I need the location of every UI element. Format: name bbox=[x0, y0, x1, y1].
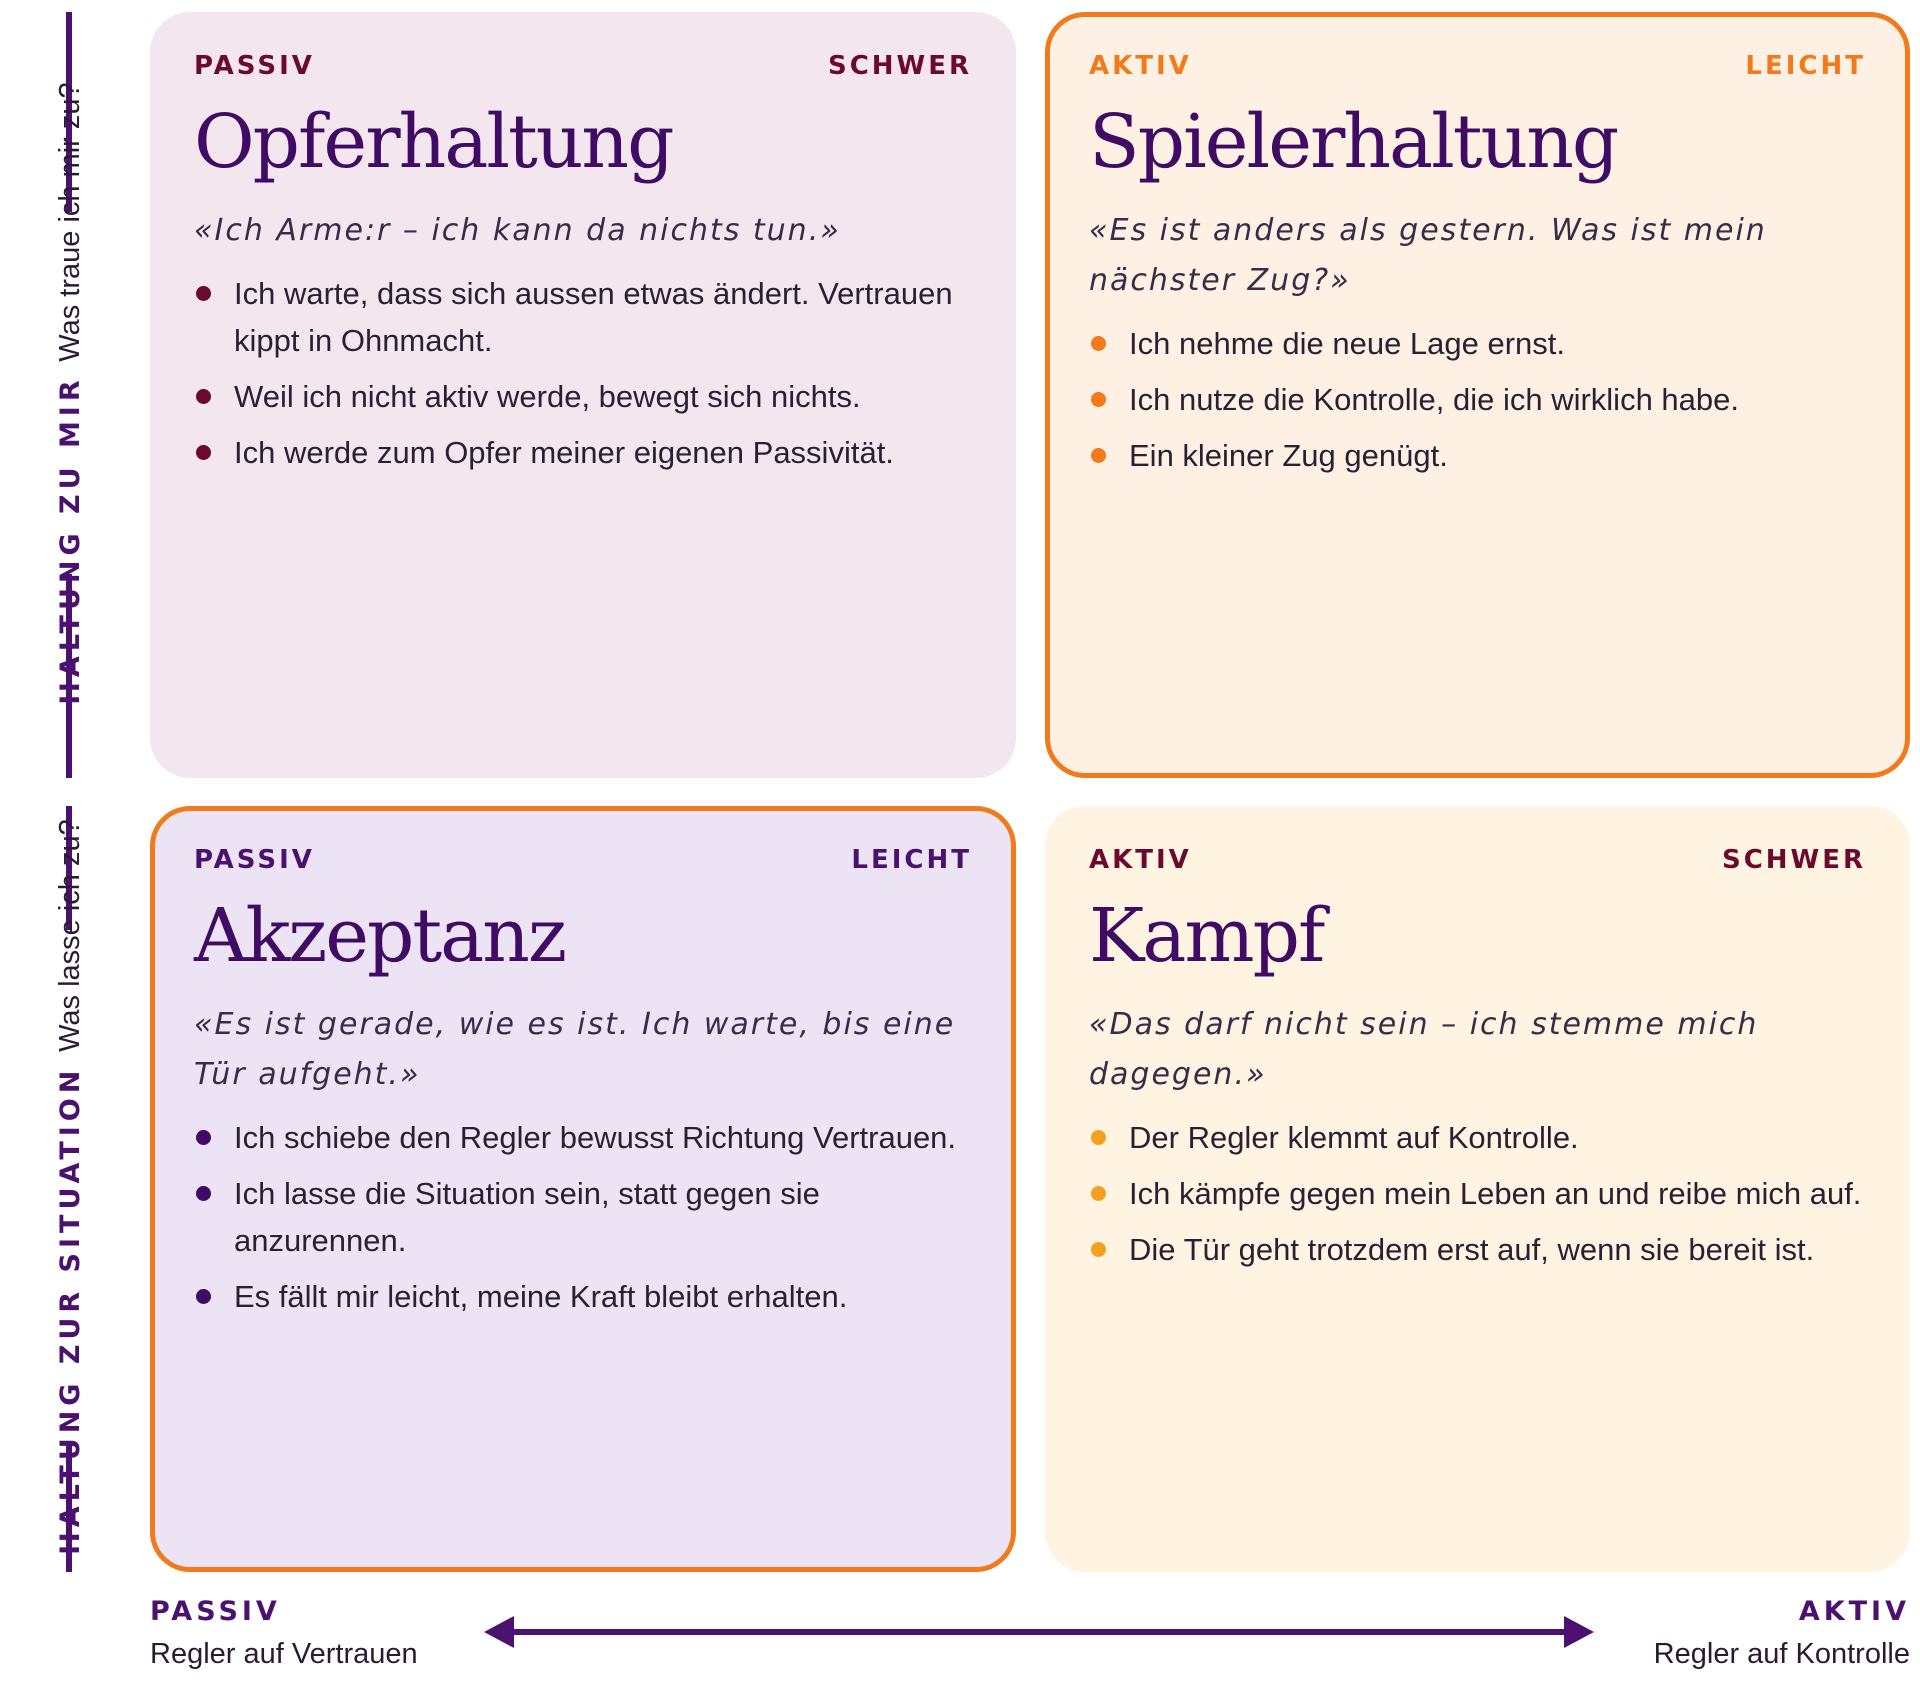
quadrant-tags bbox=[194, 48, 972, 84]
bullet-dot-icon bbox=[196, 286, 211, 301]
quadrant-title: Akzeptanz bbox=[194, 893, 565, 979]
bullet-dot-icon bbox=[196, 1289, 211, 1304]
y-axis-bottom-title: HALTUNG ZUR SITUATION bbox=[54, 1065, 86, 1555]
difficulty-tag: SCHWER bbox=[1721, 845, 1866, 875]
y-axis-top-title: HALTUNG ZU MIR bbox=[54, 375, 86, 705]
x-axis-left-label bbox=[150, 1594, 418, 1674]
quadrant-kampf bbox=[1045, 806, 1910, 1572]
quadrant-spielerhaltung bbox=[1045, 12, 1910, 778]
bullet-dot-icon bbox=[196, 445, 211, 460]
list-item: Ich nutze die Kontrolle, die ich wirklich habe. bbox=[1089, 376, 1866, 423]
quadrant-title: Spielerhaltung bbox=[1089, 99, 1618, 185]
difficulty-tag: SCHWER bbox=[827, 51, 972, 81]
x-axis-right-label bbox=[1654, 1594, 1910, 1674]
list-item: Es fällt mir leicht, meine Kraft bleibt erhalten. bbox=[194, 1273, 972, 1320]
quadrant-tags bbox=[1089, 48, 1866, 84]
list-item: Ein kleiner Zug genügt. bbox=[1089, 432, 1866, 479]
bullet-list bbox=[1089, 320, 1866, 479]
quadrant-quote: «Es ist gerade, wie es ist. Ich warte, bis eine Tür aufgeht.» bbox=[194, 1007, 956, 1092]
bullet-list bbox=[1089, 1114, 1866, 1273]
bullet-dot-icon bbox=[1091, 1242, 1106, 1257]
quadrant-title: Kampf bbox=[1089, 893, 1324, 979]
list-item: Ich lasse die Situation sein, statt gegen sie anzurennen. bbox=[194, 1170, 972, 1264]
quadrant-tags bbox=[194, 842, 972, 878]
list-item: Der Regler klemmt auf Kontrolle. bbox=[1089, 1114, 1866, 1161]
y-axis-top-subtitle: Was traue ich mir zu? bbox=[53, 81, 86, 361]
quadrant-tags bbox=[1089, 842, 1866, 878]
mode-tag: PASSIV bbox=[194, 51, 315, 81]
mode-tag: AKTIV bbox=[1089, 845, 1192, 875]
y-axis-bottom-subtitle: Was lasse ich zu? bbox=[53, 819, 86, 1052]
quadrant-title: Opferhaltung bbox=[194, 99, 673, 185]
bullet-list bbox=[194, 270, 972, 476]
difficulty-tag: LEICHT bbox=[1745, 51, 1866, 81]
bullet-dot-icon bbox=[1091, 1130, 1106, 1145]
quadrant-quote: «Es ist anders als gestern. Was ist mein nächster Zug?» bbox=[1089, 213, 1767, 298]
list-item: Ich schiebe den Regler bewusst Richtung Vertrauen. bbox=[194, 1114, 972, 1161]
quadrant-akzeptanz bbox=[150, 806, 1016, 1572]
y-axis-top-label bbox=[20, 81, 120, 705]
bullet-list bbox=[194, 1114, 972, 1320]
x-axis-right-title: AKTIV bbox=[1798, 1596, 1910, 1627]
bullet-dot-icon bbox=[1091, 448, 1106, 463]
list-item: Ich warte, dass sich aussen etwas ändert. Vertrauen kippt in Ohnmacht. bbox=[194, 270, 972, 364]
list-item: Ich werde zum Opfer meiner eigenen Passivität. bbox=[194, 429, 972, 476]
bullet-dot-icon bbox=[1091, 392, 1106, 407]
bullet-dot-icon bbox=[196, 389, 211, 404]
mode-tag: AKTIV bbox=[1089, 51, 1192, 81]
list-item: Ich nehme die neue Lage ernst. bbox=[1089, 320, 1866, 367]
quadrant-quote: «Das darf nicht sein – ich stemme mich dagegen.» bbox=[1089, 1007, 1759, 1092]
list-item: Weil ich nicht aktiv werde, bewegt sich nichts. bbox=[194, 373, 972, 420]
bullet-dot-icon bbox=[1091, 1186, 1106, 1201]
x-axis-right-subtitle: Regler auf Kontrolle bbox=[1653, 1638, 1910, 1670]
x-axis-left-subtitle: Regler auf Vertrauen bbox=[150, 1638, 418, 1670]
mode-tag: PASSIV bbox=[194, 845, 315, 875]
difficulty-tag: LEICHT bbox=[851, 845, 972, 875]
bullet-dot-icon bbox=[196, 1186, 211, 1201]
x-axis-left-title: PASSIV bbox=[150, 1596, 281, 1627]
double-arrow-icon bbox=[484, 1612, 1594, 1652]
bullet-dot-icon bbox=[1091, 336, 1106, 351]
y-axis-bottom-label bbox=[20, 819, 120, 1555]
list-item: Die Tür geht trotzdem erst auf, wenn sie bereit ist. bbox=[1089, 1226, 1866, 1273]
bullet-dot-icon bbox=[196, 1130, 211, 1145]
quadrant-quote: «Ich Arme:r – ich kann da nichts tun.» bbox=[194, 213, 841, 248]
quadrant-opferhaltung bbox=[150, 12, 1016, 778]
list-item: Ich kämpfe gegen mein Leben an und reibe mich auf. bbox=[1089, 1170, 1866, 1217]
